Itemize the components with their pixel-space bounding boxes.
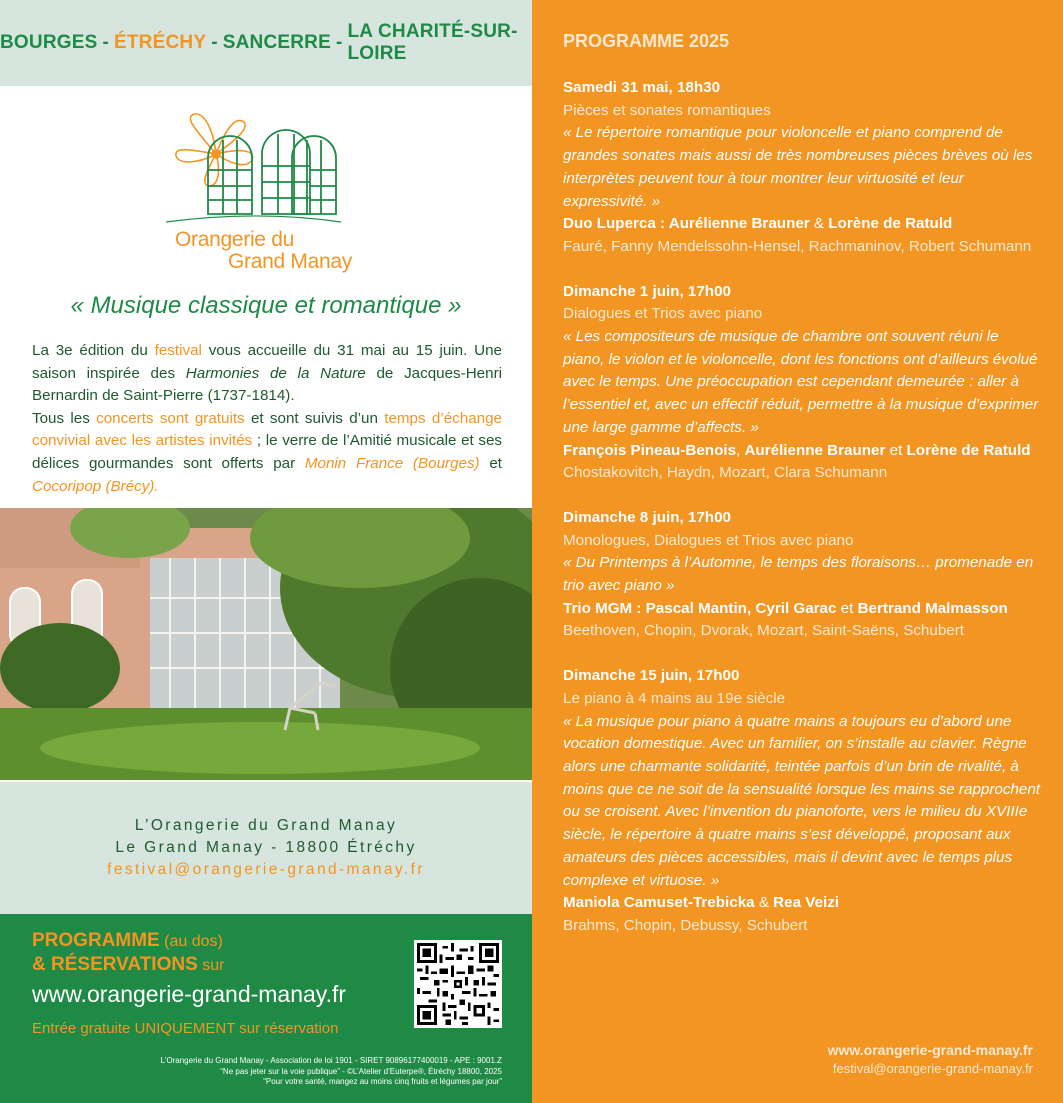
artist-connector: et <box>885 441 907 459</box>
artist-name: Lorène de Ratuld <box>906 441 1031 459</box>
event-description: « Les compositeurs de musique de chambre ont souvent réuni le piano, le violon et le violoncelle, dont les fonctions ont d’ailleurs évolué avec le temps. Une préoccupation est cependant demeurée : aller à l’essentiel et, avec un effectif réduit, permettre à la musique d’exprimer une large gamme d’affects. » <box>563 328 1039 436</box>
city-bourges: BOURGES <box>0 32 98 53</box>
city-la-charite: LA CHARITÉ-SUR-LOIRE <box>347 21 518 64</box>
intro-text-part: de Jacques-Henri Bernardin de Saint-Pierre (1737-1814). <box>32 364 502 405</box>
event-subtitle: Pièces et sonates romantiques <box>563 101 771 119</box>
artist-connector: , <box>736 441 745 459</box>
event-composers: Chostakovitch, Haydn, Mozart, Clara Schumann <box>563 464 888 482</box>
programme-word: PROGRAMME <box>32 930 160 951</box>
city-sancerre: SANCERRE <box>222 32 331 53</box>
event-item <box>563 507 1043 643</box>
event-subtitle: Le piano à 4 mains au 19e siècle <box>563 689 786 707</box>
sponsor-monin: Monin France <box>304 454 404 472</box>
programme-note: (au dos) <box>159 933 223 950</box>
logo-text-line1: Orangerie du <box>175 228 294 251</box>
reservations-word: RÉSERVATIONS <box>51 954 198 975</box>
intro-text-part: Tous les <box>32 409 97 427</box>
legal-line: “Pour votre santé, mangez au moins cinq fruits et légumes par jour” <box>263 1077 502 1086</box>
legal-line: L’Orangerie du Grand Manay - Association de loi 1901 - SIRET 90896177400019 - APE : 9001.Z <box>160 1056 502 1065</box>
city-etrechy: ÉTRÉCHY <box>114 32 207 53</box>
legal-notice <box>161 1056 502 1088</box>
event-date: Dimanche 8 juin, 17h00 <box>563 508 731 526</box>
event-date: Dimanche 1 juin, 17h00 <box>563 282 731 300</box>
events-list <box>563 77 1043 960</box>
programme-email-link[interactable]: festival@orangerie-grand-manay.fr <box>832 1061 1033 1076</box>
event-composers: Fauré, Fanny Mendelssohn-Hensel, Rachmaninov, Robert Schumann <box>563 237 1032 255</box>
intro-text-part: et sont suivis d’un <box>244 409 385 427</box>
event-artists <box>563 440 1043 463</box>
artist-connector: & <box>754 894 774 912</box>
intro-highlight: temps d’échange convivial avec les artistes invités <box>32 409 502 450</box>
artist-name: Duo Luperca : Aurélienne Brauner <box>563 215 810 233</box>
event-item <box>563 281 1043 485</box>
event-description: « Le répertoire romantique pour violoncelle et piano comprend de grandes sonates mais aussi de très nombreuses pièces brèves où les interprètes peuvent tour à tour montrer leur virtuosité et leur expressivité. » <box>563 124 1033 210</box>
intro-highlight: festival <box>154 342 202 359</box>
programme-panel <box>532 0 1063 1103</box>
intro-text-part: et <box>479 454 503 472</box>
intro-text-part: La 3e édition du <box>32 342 155 359</box>
event-artists <box>563 598 1043 621</box>
event-composers: Beethoven, Chopin, Dvorak, Mozart, Saint-Saëns, Schubert <box>563 622 964 640</box>
free-entry-note: Entrée gratuite UNIQUEMENT sur réservation <box>32 1020 339 1037</box>
event-composers: Brahms, Chopin, Debussy, Schubert <box>563 916 808 934</box>
legal-line: “Ne pas jeter sur la voie publique” - ©L’Atelier d’Euterpe®, Étréchy 18800, 2025 <box>220 1066 502 1076</box>
address-street: Le Grand Manay - 18800 Étréchy <box>115 839 417 856</box>
artist-name: Lorène de Ratuld <box>828 215 953 233</box>
cities-header <box>0 0 532 86</box>
separator: - <box>335 32 343 53</box>
reservations-label <box>32 954 224 976</box>
tagline: « Musique classique et romantique » <box>70 292 462 319</box>
event-subtitle: Monologues, Dialogues et Trios avec piano <box>563 531 854 549</box>
event-artists <box>563 892 1043 915</box>
intro-highlight: concerts sont gratuits <box>96 409 245 427</box>
logo-text-line2: Grand Manay <box>228 250 352 273</box>
artist-name: Rea Veizi <box>773 894 840 912</box>
separator: - <box>211 32 218 53</box>
event-date: Samedi 31 mai, 18h30 <box>563 79 721 96</box>
sponsor-location: (Brécy). <box>101 477 159 495</box>
artist-connector: et <box>836 599 858 617</box>
event-description: « La musique pour piano à quatre mains a toujours eu d’abord une vocation domestique. Avec un familier, on s’installe au clavier. Règne alors une charmante solidarité, teintée parfois d’un brin de rivalité, à moins que ce ne soit de la sensualité lorsque les mains se rapprochent ou se croisent. Avec l’invention du pianoforte, vers le milieu du XVIIIe siècle, le répertoire à quatre mains s’est développé, proposant aux amateurs des pièces accessibles, mais il devint avec le temps plus complexe et virtuose. » <box>563 712 1040 889</box>
address-name: L’Orangerie du Grand Manay <box>134 817 398 834</box>
address-email-link[interactable]: festival@orangerie-grand-manay.fr <box>107 861 425 878</box>
qr-code-icon[interactable] <box>414 940 502 1028</box>
event-subtitle: Dialogues et Trios avec piano <box>563 305 763 323</box>
artist-name: Trio MGM : Pascal Mantin, Cyril Garac <box>563 599 837 617</box>
intro-work-title: Harmonies de la Nature <box>185 364 366 382</box>
event-item <box>563 77 1043 259</box>
artist-connector: & <box>809 215 829 233</box>
intro-text-part: vous accueille du 31 mai au 15 juin. Une saison inspirée des <box>32 342 503 382</box>
programme-label <box>32 930 223 952</box>
artist-name: Bertrand Malmasson <box>857 599 1008 617</box>
sponsor-location: (Bourges) <box>403 454 480 472</box>
reservations-suffix: sur <box>197 957 225 974</box>
intro-text-part: ; le verre de l’Amitié musicale et ses délices gourmandes sont offerts par <box>32 432 502 472</box>
orangerie-garden-photo <box>0 508 532 780</box>
artist-name: Aurélienne Brauner <box>744 441 886 459</box>
programme-title: PROGRAMME 2025 <box>563 31 730 51</box>
website-link[interactable]: www.orangerie-grand-manay.fr <box>32 981 347 1007</box>
programme-website-link[interactable]: www.orangerie-grand-manay.fr <box>827 1042 1033 1058</box>
reservation-footer <box>0 914 532 1103</box>
sponsor-cocoripop: Cocoripop <box>32 477 102 495</box>
event-date: Dimanche 15 juin, 17h00 <box>563 667 740 685</box>
event-description: « Du Printemps à l’Automne, le temps des floraisons… promenade en trio avec piano » <box>563 554 1034 595</box>
artist-name: François Pineau-Benois <box>563 441 737 459</box>
event-item <box>563 665 1043 937</box>
intro-text <box>32 340 502 498</box>
artist-name: Maniola Camuset-Trebicka <box>563 894 755 912</box>
reservations-prefix: & <box>32 954 51 975</box>
separator: - <box>102 32 109 53</box>
address-block <box>0 782 532 914</box>
event-artists <box>563 213 1043 236</box>
